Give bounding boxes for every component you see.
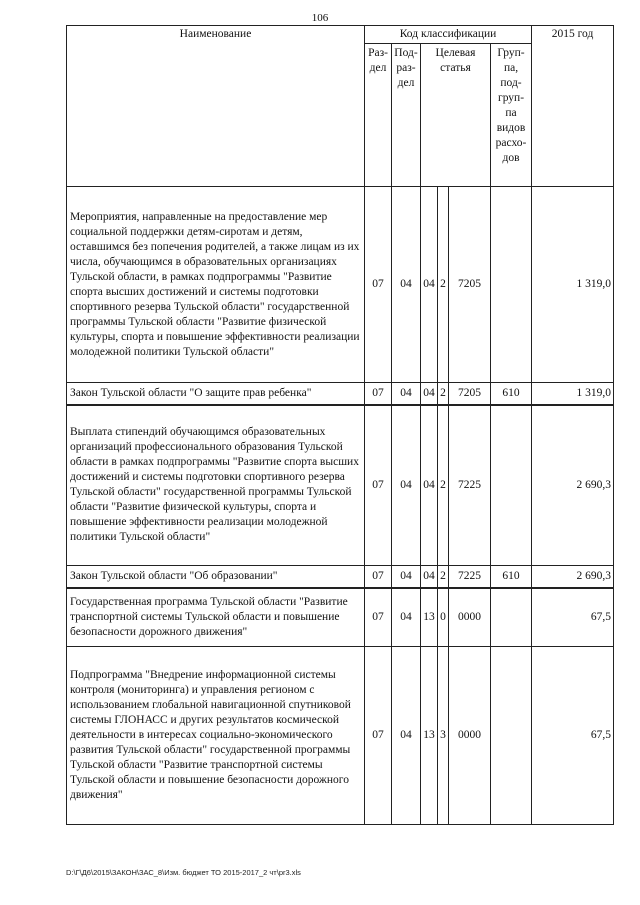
header-target: Целевая статья: [421, 44, 491, 187]
row-target-program: 04: [421, 565, 438, 588]
header-podrazdel: Под- раз- дел: [392, 44, 421, 187]
row-target-subprogram: 2: [438, 405, 449, 565]
row-podrazdel: 04: [392, 187, 421, 383]
row-target-program: 04: [421, 187, 438, 383]
row-razdel: 07: [365, 588, 392, 647]
row-target-code: 0000: [449, 647, 491, 825]
row-expense-group: [491, 405, 532, 565]
header-year: 2015 год: [532, 26, 614, 187]
row-name: Государственная программа Тульской области "Развитие транспортной системы Тульской области и повышение безопасности дорожного движения": [67, 588, 365, 647]
row-podrazdel: 04: [392, 405, 421, 565]
row-target-subprogram: 2: [438, 383, 449, 406]
table-row: [67, 565, 614, 588]
row-razdel: 07: [365, 565, 392, 588]
row-name: Закон Тульской области "Об образовании": [67, 565, 365, 588]
row-target-code: 0000: [449, 588, 491, 647]
row-amount: 67,5: [532, 588, 614, 647]
row-target-subprogram: 3: [438, 647, 449, 825]
row-name: Выплата стипендий обучающимся образовательных организаций профессионального образования Тульской области в рамках подпрограммы "Развитие спорта высших достижений и системы подготовки спортивного резерва Тульской области" государственной программы Тульской области "Развитие физической культуры, спорта и повышение эффективности реализации молодежной политики Тульской области": [67, 405, 365, 565]
row-target-code: 7225: [449, 405, 491, 565]
row-target-code: 7225: [449, 565, 491, 588]
row-expense-group: [491, 647, 532, 825]
row-target-subprogram: 2: [438, 187, 449, 383]
table-row: [67, 405, 614, 565]
table-row: [67, 647, 614, 825]
row-podrazdel: 04: [392, 588, 421, 647]
row-amount: 67,5: [532, 647, 614, 825]
page-number: 106: [311, 12, 329, 24]
row-amount: 2 690,3: [532, 405, 614, 565]
table-row: [67, 187, 614, 383]
row-amount: 1 319,0: [532, 383, 614, 406]
row-podrazdel: 04: [392, 565, 421, 588]
row-amount: 1 319,0: [532, 187, 614, 383]
table-row: [67, 588, 614, 647]
header-razdel: Раз- дел: [365, 44, 392, 187]
table-row: [67, 383, 614, 406]
header-group: Груп- па, под- груп- па видов расхо- дов: [491, 44, 532, 187]
budget-table: [66, 25, 614, 825]
header-code: Код классификации: [365, 26, 532, 44]
row-podrazdel: 04: [392, 647, 421, 825]
row-target-subprogram: 2: [438, 565, 449, 588]
header-name: Наименование: [67, 26, 365, 187]
row-expense-group: 610: [491, 565, 532, 588]
row-razdel: 07: [365, 187, 392, 383]
row-expense-group: [491, 588, 532, 647]
row-podrazdel: 04: [392, 383, 421, 406]
row-name: Подпрограмма "Внедрение информационной системы контроля (мониторинга) и управления регионом с использованием глобальной навигационной спутниковой системы ГЛОНАСС и других результатов космической деятельности в интересах социально-экономического развития Тульской области" государственной программы Тульской области "Развитие транспортной системы Тульской области и повышение безопасности дорожного движения": [67, 647, 365, 825]
row-razdel: 07: [365, 405, 392, 565]
row-amount: 2 690,3: [532, 565, 614, 588]
file-path-footer: D:\Г\Д6\2015\ЗАКОН\ЗАС_8\Изм. бюджет ТО 2015-2017_2 чт\pr3.xls: [66, 868, 301, 877]
row-target-subprogram: 0: [438, 588, 449, 647]
row-target-program: 13: [421, 588, 438, 647]
row-target-program: 04: [421, 383, 438, 406]
row-target-code: 7205: [449, 383, 491, 406]
row-target-program: 04: [421, 405, 438, 565]
row-expense-group: [491, 187, 532, 383]
row-target-program: 13: [421, 647, 438, 825]
row-target-code: 7205: [449, 187, 491, 383]
row-name: Закон Тульской области "О защите прав ребенка": [67, 383, 365, 406]
row-name: Мероприятия, направленные на предоставление мер социальной поддержки детям-сиротам и детям, оставшимся без попечения родителей, а также лицам из их числа, обучающимся в образовательных организациях Тульской области, в рамках подпрограммы "Развитие спорта высших достижений и системы подготовки спортивного резерва Тульской области" государственной программы Тульской области "Развитие физической культуры, спорта и повышение эффективности реализации молодежной политики Тульской области": [67, 187, 365, 383]
row-razdel: 07: [365, 647, 392, 825]
row-razdel: 07: [365, 383, 392, 406]
row-expense-group: 610: [491, 383, 532, 406]
